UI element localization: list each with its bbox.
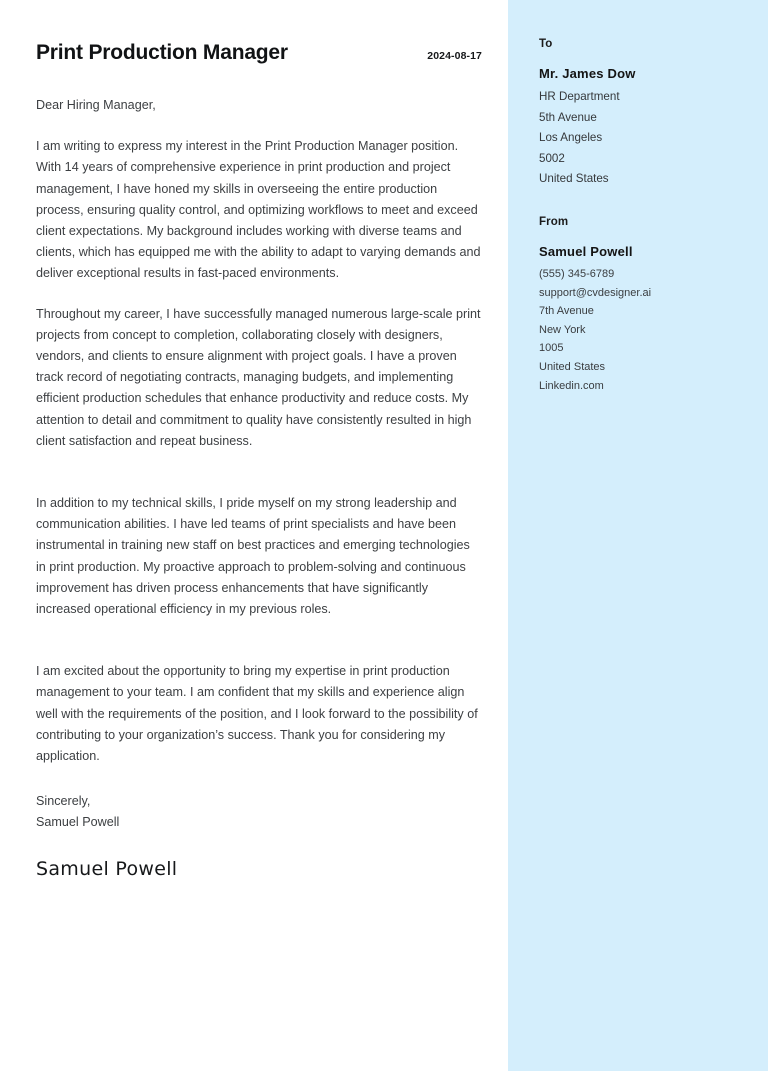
- body-paragraph-1: I am writing to express my interest in the Print Production Manager position. With 14 years of comprehensive experience in print production and project management, I have honed my skills in overseeing the entire production process, ensuring quality control, and optimizing workflows to meet and exceed client expectations. My background includes working with diverse teams and clients, which has equipped me with the ability to adapt to varying demands and deliver exceptional results in fast-paced environments.: [36, 139, 481, 281]
- recipient-line: Los Angeles: [539, 131, 603, 145]
- recipient-heading: To: [539, 38, 553, 50]
- sender-name: Samuel Powell: [539, 243, 633, 259]
- signature: Samuel Powell: [36, 858, 178, 881]
- sender-street: 7th Avenue: [539, 305, 594, 318]
- recipient-line: 5th Avenue: [539, 110, 597, 124]
- sender-heading: From: [539, 215, 569, 228]
- sender-email: support@cvdesigner.ai: [539, 286, 652, 299]
- closing-name: Samuel Powell: [36, 815, 120, 830]
- sender-block: [539, 216, 748, 395]
- letter-header: [36, 40, 482, 65]
- closing-phrase: Sincerely,: [36, 794, 91, 809]
- body-paragraph-2: Throughout my career, I have successfully managed numerous large-scale print projects from concept to completion, collaborating closely with designers, vendors, and clients to ensure alignment with project goals. I have a proven track record of negotiating contracts, managing budgets, and implementing efficient production schedules that enhance productivity and reduce costs. My attention to detail and commitment to quality have consistently resulted in high client satisfaction and repeat business.: [36, 306, 481, 448]
- sender-city: New York: [539, 323, 586, 336]
- sender-postal-code: 1005: [539, 342, 564, 355]
- contact-sidebar: [508, 0, 768, 1071]
- recipient-line: United States: [539, 172, 609, 186]
- sender-phone: (555) 345-6789: [539, 268, 615, 281]
- sender-details: [539, 265, 748, 395]
- letter-date: 2024-08-17: [427, 50, 482, 62]
- body-paragraph-3: In addition to my technical skills, I pride myself on my strong leadership and communication abilities. I have led teams of print specialists and have been instrumental in training new staff on best practices and emerging technologies in print production. My proactive approach to problem-solving and continuous improvement has driven process enhancements that have significantly increased operational efficiency in my previous roles.: [36, 496, 470, 617]
- sender-country: United States: [539, 361, 606, 374]
- body-paragraph-4: I am excited about the opportunity to bring my expertise in print production management to your team. I am confident that my skills and experience align well with the requirements of the position, and I look forward to the possibility of contributing to your organization’s success. Thank you for considering my application.: [36, 664, 478, 764]
- page-title: Print Production Manager: [36, 41, 288, 64]
- recipient-name: Mr. James Dow: [539, 65, 636, 81]
- salutation: Dear Hiring Manager,: [36, 98, 156, 113]
- sender-linkedin: Linkedin.com: [539, 379, 604, 392]
- recipient-line: 5002: [539, 151, 565, 165]
- recipient-block: [539, 38, 748, 190]
- closing-block: [36, 791, 482, 833]
- recipient-line: HR Department: [539, 90, 620, 104]
